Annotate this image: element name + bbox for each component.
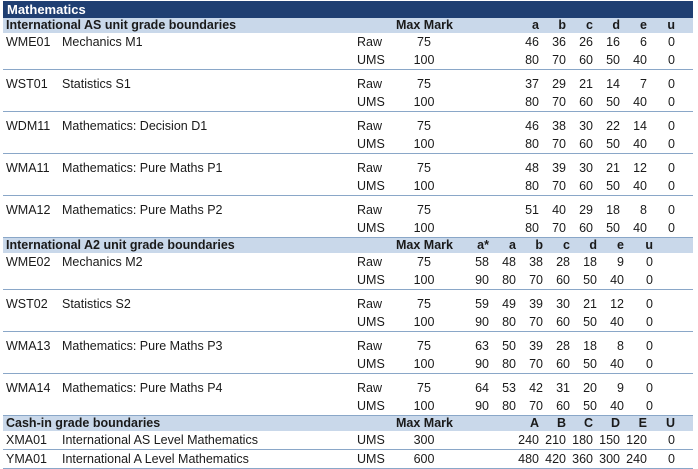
grade-boundary: 80: [525, 137, 539, 151]
grade-boundary: 80: [502, 315, 516, 329]
max-mark: 100: [413, 53, 435, 67]
grade-boundary: 50: [606, 221, 620, 235]
grade-header: a*: [477, 238, 489, 252]
grade-boundary: 8: [617, 339, 624, 353]
unit-name: Mathematics: Decision D1: [62, 119, 208, 133]
unit-name: Mechanics M2: [62, 255, 143, 269]
grade-boundary: 48: [525, 161, 539, 175]
grade-boundary: 80: [502, 399, 516, 413]
grade-boundary: 70: [552, 221, 566, 235]
mark-type: UMS: [357, 273, 385, 287]
grade-header: B: [556, 416, 566, 430]
unit-code: WMA11: [6, 161, 50, 175]
max-mark: 75: [417, 77, 431, 91]
grade-boundary: 50: [606, 95, 620, 109]
grade-boundary: 70: [552, 179, 566, 193]
grade-boundary: 59: [475, 297, 489, 311]
table-row: [3, 219, 693, 238]
section-header-a2: [3, 238, 693, 253]
table-row: [3, 135, 693, 154]
grade-header: A: [529, 416, 539, 430]
grade-boundary: 0: [668, 35, 675, 49]
grade-boundary: 40: [633, 179, 647, 193]
qualification-code: XMA01: [6, 433, 47, 447]
unit-code: WMA12: [6, 203, 51, 217]
table-row: [3, 33, 693, 51]
grade-boundary: 46: [525, 119, 539, 133]
grade-boundary: 39: [529, 339, 543, 353]
grade-boundary: 70: [552, 53, 566, 67]
grade-boundary: 60: [556, 399, 570, 413]
mark-type: Raw: [357, 339, 383, 353]
grade-boundary: 64: [475, 381, 489, 395]
max-mark-header: Max Mark: [396, 416, 453, 430]
grade-boundary: 28: [556, 339, 570, 353]
section-heading: International A2 unit grade boundaries: [6, 238, 235, 252]
max-mark: 75: [417, 161, 431, 175]
unit-name: Mathematics: Pure Maths P2: [62, 203, 223, 217]
grade-boundary: 50: [583, 357, 597, 371]
grade-boundary: 21: [583, 297, 597, 311]
mark-type: UMS: [357, 53, 385, 67]
table-row: [3, 177, 693, 196]
grade-boundary: 70: [529, 357, 543, 371]
qualification-code: YMA01: [6, 452, 47, 466]
table-row: [3, 397, 693, 416]
grade-boundary: 300: [599, 452, 620, 466]
grade-boundary: 40: [633, 137, 647, 151]
grade-boundary: 28: [556, 255, 570, 269]
grade-boundary: 18: [583, 339, 597, 353]
grade-boundary: 50: [606, 179, 620, 193]
grade-boundary: 70: [529, 399, 543, 413]
table-row: [3, 295, 693, 313]
mark-type: Raw: [357, 77, 383, 91]
max-mark: 75: [417, 255, 431, 269]
grade-boundary: 0: [646, 357, 653, 371]
grade-boundary: 63: [475, 339, 489, 353]
grade-boundary: 0: [668, 433, 675, 447]
section-header-as: [3, 18, 693, 33]
grade-boundary: 18: [583, 255, 597, 269]
grade-boundary: 240: [518, 433, 539, 447]
grade-boundary: 9: [617, 255, 624, 269]
grade-boundary: 40: [633, 53, 647, 67]
grade-boundary: 40: [610, 315, 624, 329]
grade-header: a: [509, 238, 516, 252]
grade-boundary: 60: [579, 179, 593, 193]
max-mark-header: Max Mark: [396, 238, 453, 252]
table-row: [3, 93, 693, 112]
mark-type: UMS: [357, 399, 385, 413]
mark-type: UMS: [357, 452, 385, 466]
grade-boundary: 50: [606, 53, 620, 67]
grade-boundary: 0: [646, 381, 653, 395]
grade-boundary: 360: [572, 452, 593, 466]
max-mark: 100: [413, 315, 435, 329]
grade-boundary: 60: [579, 95, 593, 109]
grade-boundary: 90: [475, 315, 489, 329]
mark-type: Raw: [357, 35, 383, 49]
grade-boundary: 22: [606, 119, 620, 133]
grade-boundary: 240: [626, 452, 647, 466]
table-row: [3, 379, 693, 397]
grade-boundary: 6: [640, 35, 647, 49]
grade-boundary: 60: [556, 357, 570, 371]
grade-boundary: 420: [545, 452, 566, 466]
grade-boundary: 42: [529, 381, 543, 395]
grade-boundary: 80: [525, 53, 539, 67]
grade-header: b: [558, 18, 566, 32]
table-row: [3, 450, 693, 469]
mark-type: Raw: [357, 381, 383, 395]
unit-code: WMA14: [6, 381, 51, 395]
grade-boundary: 60: [556, 273, 570, 287]
grade-boundary: 0: [646, 315, 653, 329]
grade-boundary: 40: [633, 221, 647, 235]
max-mark: 100: [413, 137, 435, 151]
grade-boundary: 480: [518, 452, 539, 466]
grade-boundary: 48: [502, 255, 516, 269]
mark-type: Raw: [357, 203, 383, 217]
mark-type: UMS: [357, 95, 385, 109]
grade-boundary: 21: [606, 161, 620, 175]
grade-boundary: 80: [525, 221, 539, 235]
max-mark: 75: [417, 119, 431, 133]
mark-type: UMS: [357, 433, 385, 447]
qualification-name: International AS Level Mathematics: [62, 433, 258, 447]
grade-boundary: 0: [646, 255, 653, 269]
unit-code: WDM11: [6, 119, 51, 133]
grade-boundary: 31: [556, 381, 570, 395]
grade-boundary: 0: [668, 137, 675, 151]
grade-boundary: 60: [579, 221, 593, 235]
grade-boundary: 70: [529, 315, 543, 329]
section-header-cashin: [3, 416, 693, 431]
grade-boundary: 50: [583, 315, 597, 329]
unit-code: WME02: [6, 255, 51, 269]
grade-boundary: 46: [525, 35, 539, 49]
grade-header: u: [645, 238, 653, 252]
grade-header: d: [612, 18, 620, 32]
grade-boundary: 51: [525, 203, 539, 217]
table-row: [3, 75, 693, 93]
grade-header: D: [610, 416, 620, 430]
grade-boundary: 50: [502, 339, 516, 353]
table-row: [3, 159, 693, 177]
mark-type: UMS: [357, 221, 385, 235]
grade-boundary: 38: [552, 119, 566, 133]
grade-boundary: 0: [646, 399, 653, 413]
grade-header: b: [535, 238, 543, 252]
grade-boundary: 50: [583, 273, 597, 287]
grade-boundary: 50: [583, 399, 597, 413]
subject-title: Mathematics: [3, 1, 693, 18]
mark-type: UMS: [357, 315, 385, 329]
grade-boundary: 70: [529, 273, 543, 287]
grade-boundary: 30: [556, 297, 570, 311]
grade-header: a: [532, 18, 539, 32]
grade-boundary: 0: [668, 203, 675, 217]
grade-boundary: 70: [552, 95, 566, 109]
table-row: [3, 117, 693, 135]
grade-boundary: 0: [668, 452, 675, 466]
section-heading: Cash-in grade boundaries: [6, 416, 161, 430]
grade-boundary: 29: [579, 203, 593, 217]
grade-boundary: 8: [640, 203, 647, 217]
unit-code: WST01: [6, 77, 48, 91]
grade-boundary: 50: [606, 137, 620, 151]
max-mark: 75: [417, 339, 431, 353]
grade-boundary: 60: [579, 137, 593, 151]
grade-header: C: [583, 416, 593, 430]
grade-boundary: 40: [610, 273, 624, 287]
grade-tables: [3, 18, 693, 469]
grade-boundary: 180: [572, 433, 593, 447]
grade-boundary: 0: [668, 53, 675, 67]
grade-boundary: 0: [668, 119, 675, 133]
grade-boundary: 14: [633, 119, 647, 133]
grade-boundary: 90: [475, 273, 489, 287]
max-mark: 100: [413, 179, 435, 193]
table-row: [3, 355, 693, 374]
grade-boundary: 90: [475, 357, 489, 371]
grade-boundary: 36: [552, 35, 566, 49]
grade-boundary: 7: [640, 77, 647, 91]
max-mark: 75: [417, 35, 431, 49]
grade-header: e: [617, 238, 624, 252]
mark-type: Raw: [357, 255, 383, 269]
unit-code: WMA13: [6, 339, 51, 353]
max-mark: 75: [417, 203, 431, 217]
grade-boundary: 26: [579, 35, 593, 49]
grade-boundary: 40: [610, 399, 624, 413]
unit-name: Mechanics M1: [62, 35, 143, 49]
grade-boundary: 38: [529, 255, 543, 269]
qualification-name: International A Level Mathematics: [62, 452, 249, 466]
grade-boundary: 0: [668, 95, 675, 109]
grade-boundaries-document: [3, 1, 693, 469]
mark-type: UMS: [357, 137, 385, 151]
grade-header: e: [640, 18, 647, 32]
max-mark: 100: [413, 221, 435, 235]
mark-type: Raw: [357, 119, 383, 133]
grade-header: c: [586, 18, 593, 32]
grade-boundary: 120: [626, 433, 647, 447]
grade-boundary: 60: [556, 315, 570, 329]
grade-boundary: 80: [502, 273, 516, 287]
mark-type: Raw: [357, 161, 383, 175]
grade-boundary: 0: [668, 221, 675, 235]
grade-boundary: 16: [606, 35, 620, 49]
grade-boundary: 14: [606, 77, 620, 91]
section-heading: International AS unit grade boundaries: [6, 18, 237, 32]
unit-code: WST02: [6, 297, 48, 311]
mark-type: UMS: [357, 357, 385, 371]
max-mark: 600: [413, 452, 435, 466]
grade-boundary: 0: [668, 77, 675, 91]
grade-boundary: 29: [552, 77, 566, 91]
grade-boundary: 80: [525, 179, 539, 193]
grade-boundary: 30: [579, 161, 593, 175]
table-row: [3, 201, 693, 219]
grade-boundary: 49: [502, 297, 516, 311]
max-mark: 100: [413, 399, 435, 413]
max-mark: 100: [413, 357, 435, 371]
grade-header: u: [667, 18, 675, 32]
grade-boundary: 30: [579, 119, 593, 133]
max-mark: 75: [417, 297, 431, 311]
unit-name: Mathematics: Pure Maths P4: [62, 381, 223, 395]
grade-boundary: 40: [610, 357, 624, 371]
max-mark: 100: [413, 95, 435, 109]
table-row: [3, 271, 693, 290]
grade-boundary: 21: [579, 77, 593, 91]
max-mark: 300: [413, 433, 435, 447]
grade-boundary: 20: [583, 381, 597, 395]
grade-header: E: [638, 416, 647, 430]
table-row: [3, 313, 693, 332]
unit-name: Statistics S1: [62, 77, 131, 91]
grade-boundary: 0: [668, 161, 675, 175]
grade-header: c: [563, 238, 570, 252]
table-row: [3, 337, 693, 355]
table-row: [3, 431, 693, 450]
grade-boundary: 12: [633, 161, 647, 175]
max-mark: 75: [417, 381, 431, 395]
grade-boundary: 210: [545, 433, 566, 447]
grade-header: U: [665, 416, 675, 430]
unit-code: WME01: [6, 35, 51, 49]
grade-boundary: 12: [610, 297, 624, 311]
grade-boundary: 58: [475, 255, 489, 269]
grade-boundary: 18: [606, 203, 620, 217]
grade-boundary: 80: [502, 357, 516, 371]
grade-header: d: [589, 238, 597, 252]
grade-boundary: 37: [525, 77, 539, 91]
grade-boundary: 40: [633, 95, 647, 109]
table-row: [3, 51, 693, 70]
grade-boundary: 0: [646, 273, 653, 287]
unit-name: Statistics S2: [62, 297, 131, 311]
grade-boundary: 90: [475, 399, 489, 413]
unit-name: Mathematics: Pure Maths P1: [62, 161, 223, 175]
max-mark: 100: [413, 273, 435, 287]
grade-boundary: 39: [552, 161, 566, 175]
grade-boundary: 0: [646, 339, 653, 353]
unit-name: Mathematics: Pure Maths P3: [62, 339, 223, 353]
table-row: [3, 253, 693, 271]
mark-type: Raw: [357, 297, 383, 311]
grade-boundary: 40: [552, 203, 566, 217]
grade-boundary: 70: [552, 137, 566, 151]
grade-boundary: 0: [646, 297, 653, 311]
grade-boundary: 39: [529, 297, 543, 311]
grade-boundary: 53: [502, 381, 516, 395]
grade-boundary: 60: [579, 53, 593, 67]
grade-boundary: 150: [599, 433, 620, 447]
grade-boundary: 9: [617, 381, 624, 395]
mark-type: UMS: [357, 179, 385, 193]
max-mark-header: Max Mark: [396, 18, 453, 32]
grade-boundary: 80: [525, 95, 539, 109]
grade-boundary: 0: [668, 179, 675, 193]
